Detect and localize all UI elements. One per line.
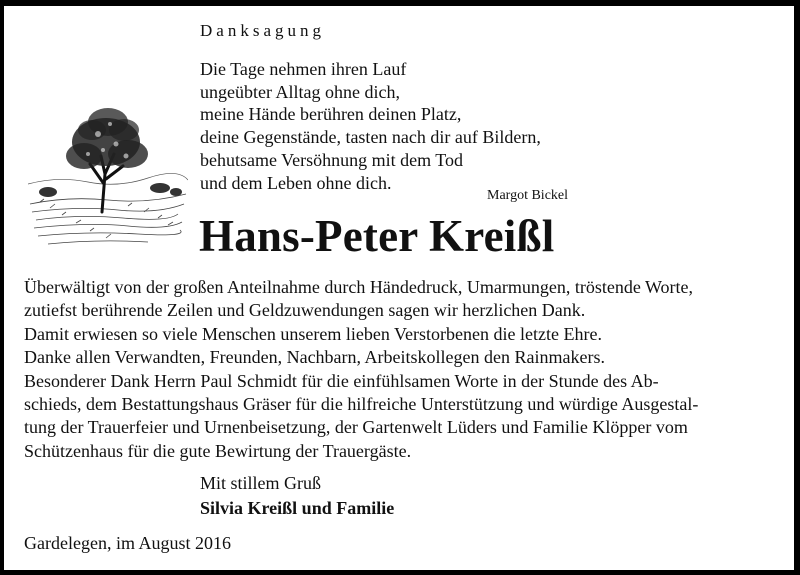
obituary-notice [4, 6, 794, 570]
closing-greeting: Mit stillem Gruß [200, 473, 321, 493]
poem-line: behutsame Versöhnung mit dem Tod [200, 149, 464, 170]
closing-signature: Silvia Kreißl und Familie [200, 498, 395, 518]
poem-line: und dem Leben ohne dich. [200, 172, 392, 193]
body-line: Danke allen Verwandten, Freunden, Nachbarn, Arbeitskollegen den Rainmakers. [24, 347, 605, 368]
notice-heading: Danksagung [200, 21, 325, 40]
poem-line: meine Hände berühren deinen Platz, [200, 104, 462, 125]
body-line: Damit erwiesen so viele Menschen unserem lieben Verstorbenen die letzte Ehre. [24, 323, 602, 344]
tree-landscape-icon [28, 84, 188, 254]
place-date: Gardelegen, im August 2016 [24, 533, 231, 553]
closing [200, 471, 394, 521]
poem-line: Die Tage nehmen ihren Lauf [200, 59, 407, 79]
body-line: Schützenhaus für die gute Bewirtung der Trauergäste. [24, 440, 412, 461]
poem-line: ungeübter Alltag ohne dich, [200, 81, 400, 102]
body-line: zutiefst berührende Zeilen und Geldzuwendungen sagen wir herzlichen Dank. [24, 300, 586, 321]
poem-line: deine Gegenstände, tasten nach dir auf Bildern, [200, 127, 541, 148]
body-line: schieds, dem Bestattungshaus Gräser für die hilfreiche Unterstützung und würdige Ausgestal- [24, 394, 699, 415]
body-line: Besonderer Dank Herrn Paul Schmidt für die einfühlsamen Worte in der Stunde des Ab- [24, 370, 659, 391]
poem [200, 58, 541, 194]
deceased-name: Hans-Peter Kreißl [199, 211, 555, 261]
body-line: tung der Trauerfeier und Urnenbeisetzung, der Gartenwelt Lüders und Familie Klöpper vom [24, 417, 688, 438]
poem-author: Margot Bickel [487, 188, 569, 203]
body-line: Überwältigt von der großen Anteilnahme durch Händedruck, Umarmungen, tröstende Worte, [24, 277, 694, 297]
thank-you-text [24, 276, 782, 463]
